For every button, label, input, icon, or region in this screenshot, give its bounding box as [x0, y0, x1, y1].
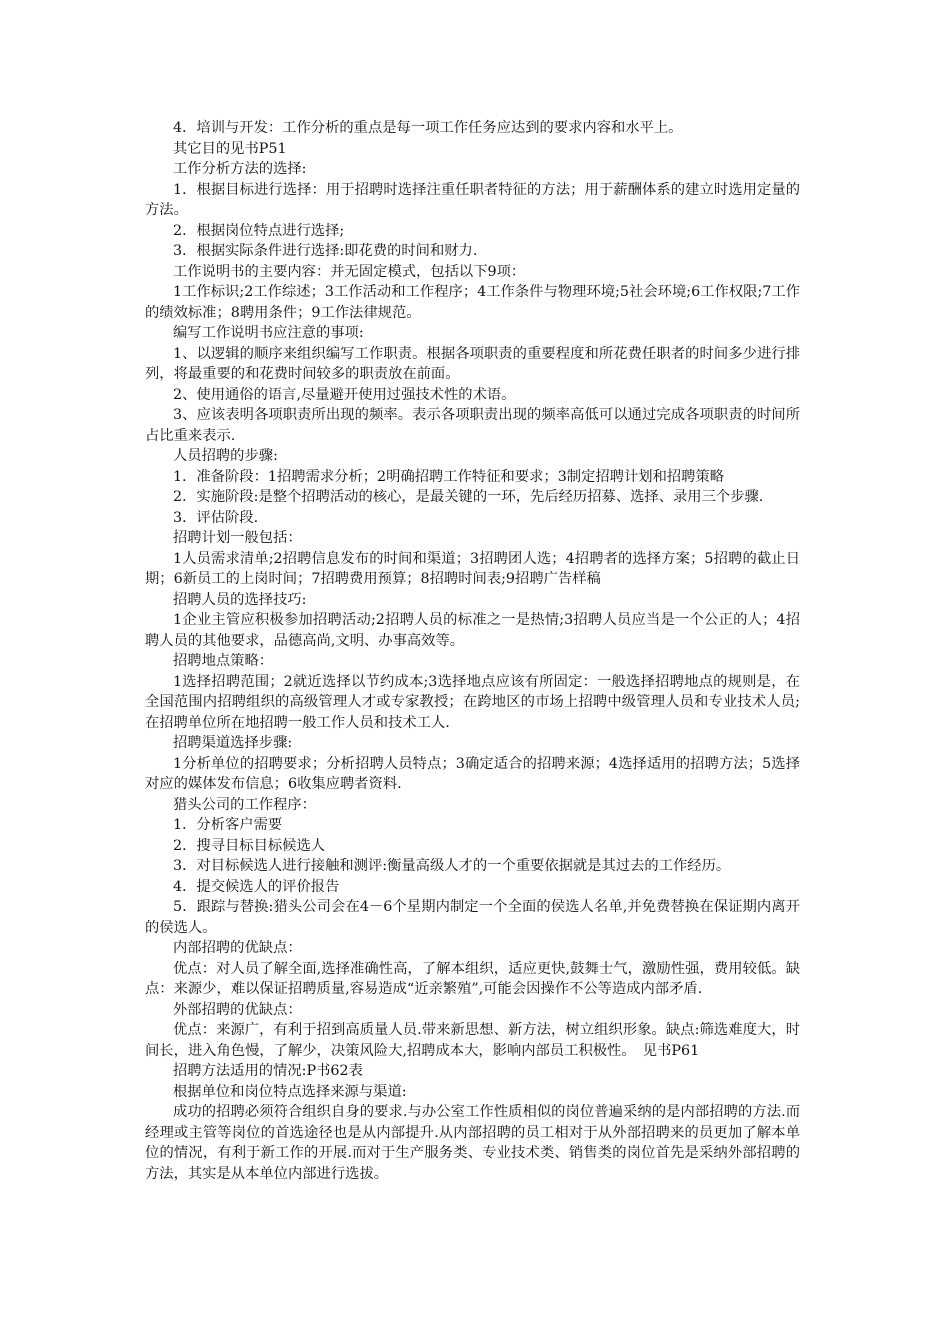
section-heading: 招聘渠道选择步骤:	[173, 735, 293, 751]
paragraph: 3．对目标候选人进行接触和测评:衡量高级人才的一个重要依据就是其过去的工作经历。	[173, 858, 731, 874]
paragraph: 1工作标识;2工作综述；3工作活动和工作程序；4工作条件与物理环境;5社会环境;6工作权限;7工作的绩效标准；8聘用条件；9工作法律规范。	[145, 284, 800, 321]
paragraph: 1、以逻辑的顺序来组织编写工作职责。根据各项职责的重要程度和所花费任职者的时间多少进行排列，将最重要的和花费时间较多的职责放在前面。	[145, 345, 800, 382]
section-heading: 编写工作说明书应注意的事项:	[173, 325, 364, 341]
paragraph: 1．准备阶段：1招聘需求分析；2明确招聘工作特征和要求；3制定招聘计划和招聘策略	[173, 468, 725, 485]
paragraph: 3．根据实际条件进行选择:即花费的时间和财力.	[173, 243, 478, 259]
section-heading: 外部招聘的优缺点：	[173, 1001, 302, 1018]
section-heading: 内部招聘的优缺点：	[173, 940, 302, 956]
section-heading: 招聘地点策略：	[173, 653, 274, 669]
paragraph: 优点：来源广，有利于招到高质量人员.带来新思想、新方法，树立组织形象。缺点:筛选难度大，时间长，进入角色慢，了解少，决策风险大,招聘成本大，影响内部员工积极性。 见书P61	[145, 1022, 800, 1059]
section-heading: 工作说明书的主要内容：并无固定模式，包括以下9项：	[173, 263, 526, 280]
paragraph: 2．根据岗位特点进行选择;	[173, 222, 345, 239]
paragraph: 招聘方法适用的情况:P书62表	[173, 1063, 363, 1079]
paragraph: 4．培训与开发：工作分析的重点是每一项工作任务应达到的要求内容和水平上。	[173, 120, 683, 136]
paragraph: 1选择招聘范围；2就近选择以节约成本;3选择地点应该有所固定：一般选择招聘地点的规则是，在全国范围内招聘组织的高级管理人才或专家教授；在跨地区的市场上招聘中级管理人员和专业技术人员;在招聘单位所在地招聘一般工作人员和技术工人.	[145, 673, 800, 731]
paragraph: 3、应该表明各项职责所出现的频率。表示各项职责出现的频率高低可以通过完成各项职责的时间所占比重来表示.	[145, 407, 800, 444]
section-heading: 猎头公司的工作程序：	[173, 796, 316, 813]
paragraph: 4．提交候选人的评价报告	[173, 878, 340, 895]
section-heading: 工作分析方法的选择:	[173, 161, 307, 177]
paragraph: 1．根据目标进行选择：用于招聘时选择注重任职者特征的方法；用于薪酬体系的建立时选用定量的方法。	[145, 181, 800, 218]
paragraph: 3．评估阶段.	[173, 509, 259, 526]
paragraph: 2．实施阶段:是整个招聘活动的核心，是最关键的一环，先后经历招募、选择、录用三个步骤.	[173, 489, 764, 505]
document-page	[145, 118, 800, 1184]
section-heading: 人员招聘的步骤:	[173, 448, 278, 464]
paragraph: 1分析单位的招聘要求；分析招聘人员特点；3确定适合的招聘来源；4选择适用的招聘方法；5选择对应的媒体发布信息；6收集应聘者资料.	[145, 755, 800, 792]
paragraph: 1．分析客户需要	[173, 817, 283, 833]
paragraph: 5．跟踪与替换:猎头公司会在4－6个星期内制定一个全面的侯选人名单,并免费替换在保证期内离开的侯选人。	[145, 899, 800, 936]
paragraph: 其它目的见书P51	[173, 140, 287, 157]
paragraph: 1企业主管应积极参加招聘活动;2招聘人员的标准之一是热情;3招聘人员应当是一个公正的人；4招聘人员的其他要求，品德高尚,文明、办事高效等。	[145, 612, 800, 649]
section-heading: 根据单位和岗位特点选择来源与渠道:	[173, 1083, 407, 1100]
paragraph: 2．搜寻目标目标候选人	[173, 837, 326, 854]
paragraph: 2、使用通俗的语言,尽量避开使用过强技术性的术语。	[173, 386, 516, 403]
paragraph: 成功的招聘必须符合组织自身的要求.与办公室工作性质相似的岗位普遍采纳的是内部招聘的方法.而经理或主管等岗位的首选途径也是从内部提升.从内部招聘的员工相对于从外部招聘来的员更加了解本单位的情况，有利于新工作的开展.而对于生产服务类、专业技术类、销售类的岗位首先是采纳外部招聘的方法，其实是从本单位内部进行选拔。	[145, 1104, 800, 1182]
section-heading: 招聘计划一般包括：	[173, 530, 302, 546]
section-heading: 招聘人员的选择技巧:	[173, 591, 307, 608]
paragraph: 1人员需求清单;2招聘信息发布的时间和渠道；3招聘团人选；4招聘者的选择方案；5招聘的截止日期；6新员工的上岗时间；7招聘费用预算；8招聘时间表;9招聘广告样稿	[145, 550, 800, 587]
paragraph: 优点：对人员了解全面,选择准确性高，了解本组织，适应更快,鼓舞士气，激励性强，费用较低。缺点：来源少，难以保证招聘质量,容易造成“近亲繁殖”,可能会因操作不公等造成内部矛盾.	[145, 960, 800, 997]
